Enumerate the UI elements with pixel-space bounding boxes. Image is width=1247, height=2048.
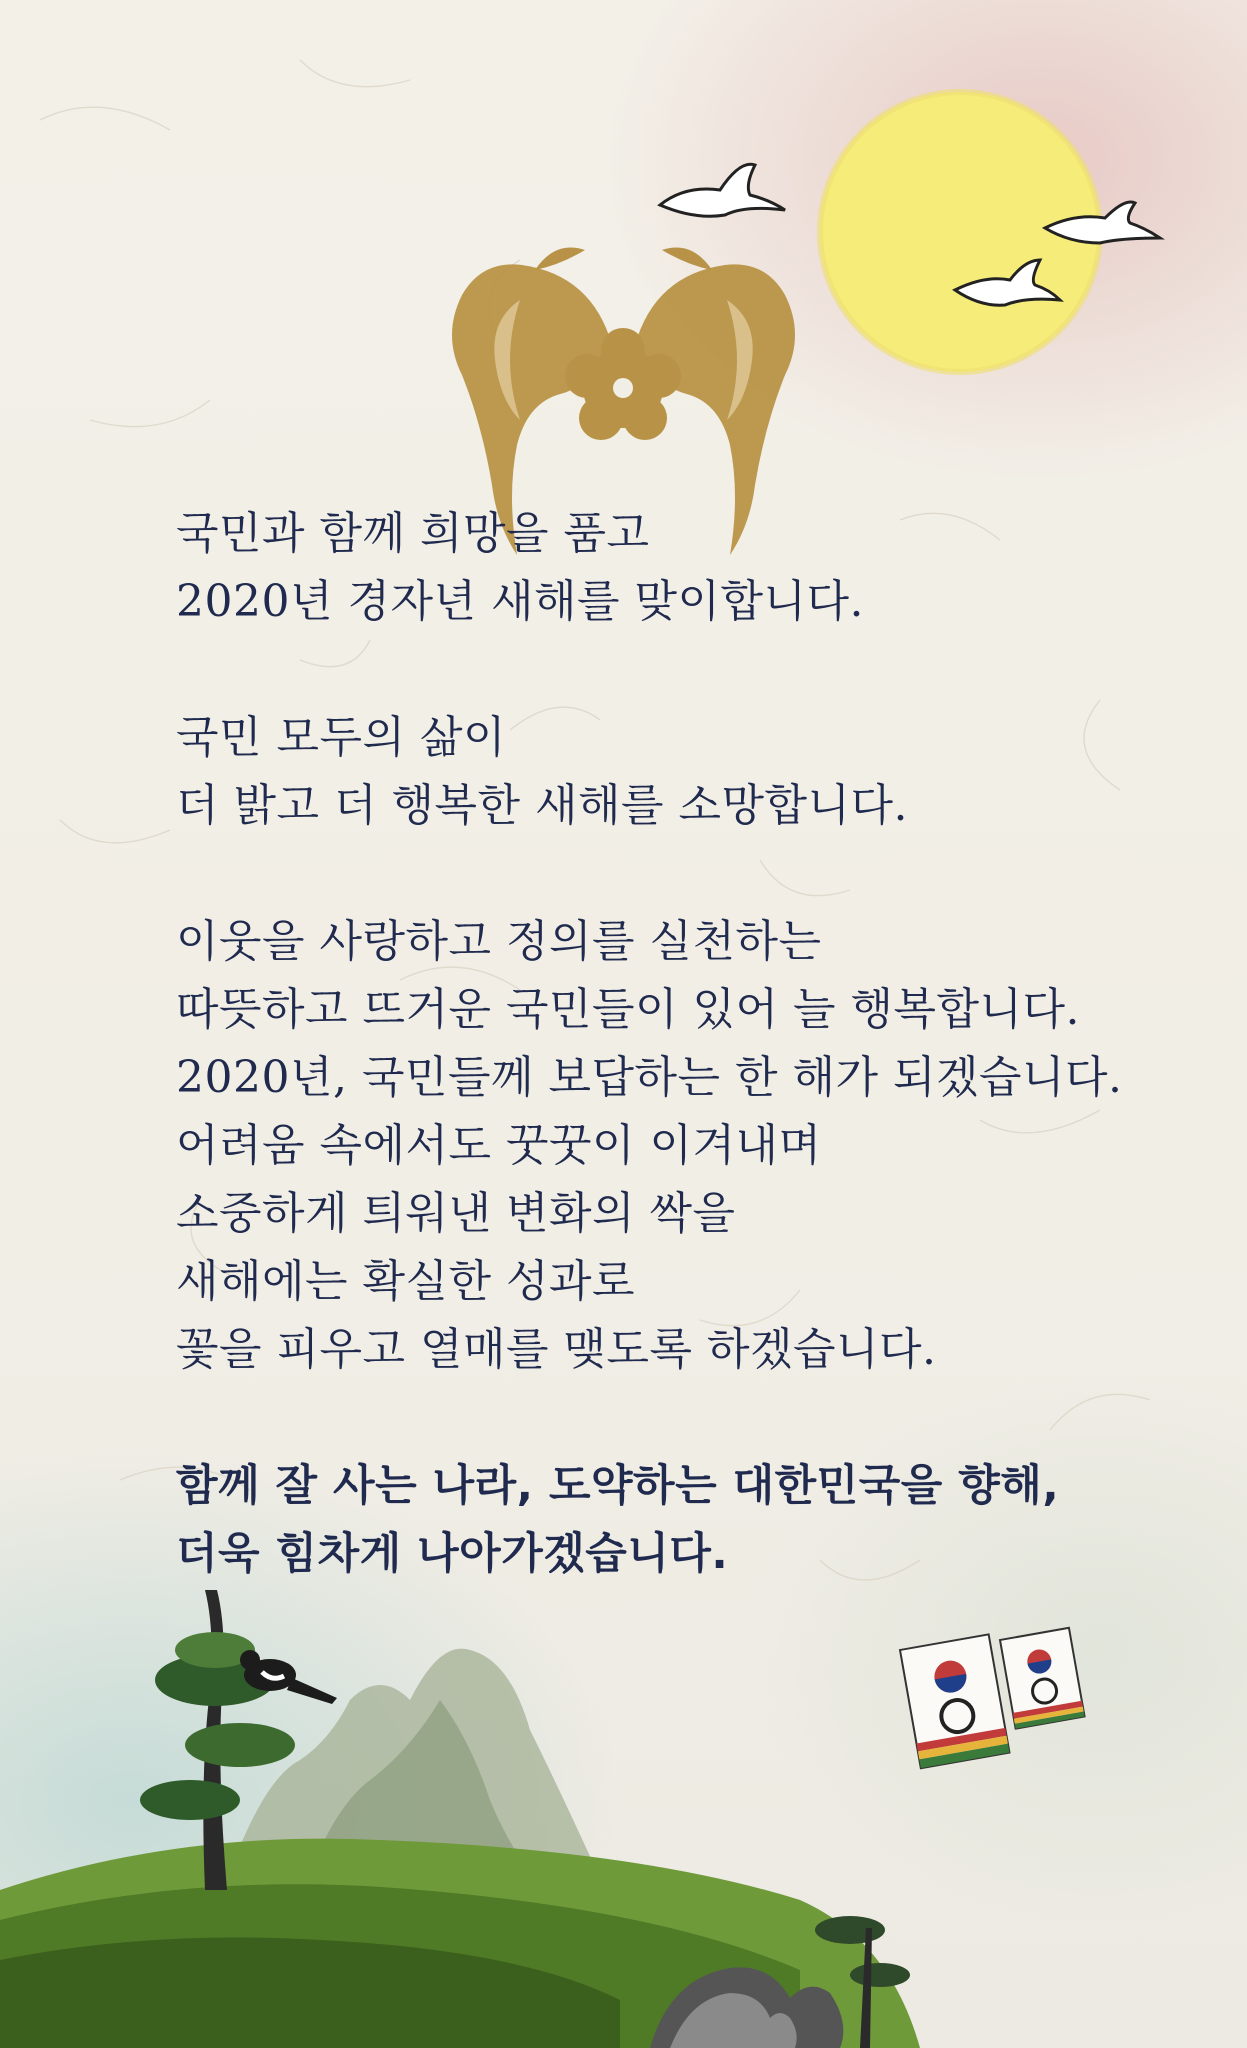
greeting-paragraph-2 [176,704,1176,840]
message-line: 어려움 속에서도 꿋꿋이 이겨내며 [176,1120,822,1171]
message-line: 함께 잘 사는 나라, 도약하는 대한민국을 향해, [176,1461,1060,1511]
message-line: 소중하게 틔워낸 변화의 싹을 [176,1188,736,1239]
closing-paragraph [176,1452,1176,1588]
greeting-paragraph-1 [176,500,1176,636]
message-line: 더욱 힘차게 나아가겠습니다. [176,1529,729,1579]
message-line: 꽃을 피우고 열매를 맺도록 하겠습니다. [176,1324,937,1375]
message-line: 더 밝고 더 행복한 새해를 소망합니다. [176,780,908,831]
message-line: 국민 모두의 삶이 [176,712,506,763]
message-line: 2020년 경자년 새해를 맞이합니다. [176,576,864,627]
message-line: 새해에는 확실한 성과로 [176,1256,636,1307]
message-line: 따뜻하고 뜨거운 국민들이 있어 늘 행복합니다. [176,984,1080,1035]
message-line: 이웃을 사랑하고 정의를 실천하는 [176,916,822,967]
greeting-paragraph-3 [176,908,1176,1384]
message-line: 2020년, 국민들께 보답하는 한 해가 되겠습니다. [176,1052,1123,1103]
message-line: 국민과 함께 희망을 품고 [176,508,650,559]
new-year-message [176,500,1176,1656]
